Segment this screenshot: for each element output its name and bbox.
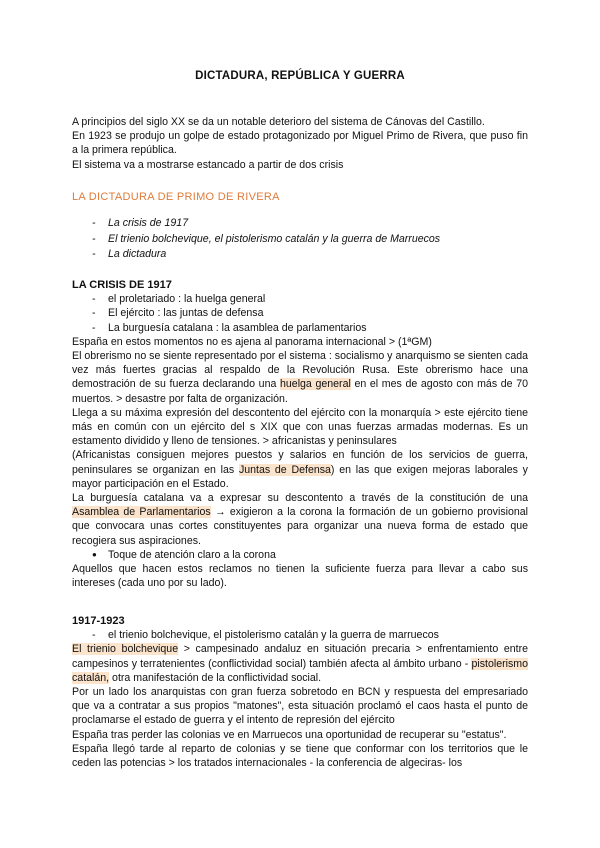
list-item: - El trienio bolchevique, el pistolerismo catalán y la guerra de Marruecos (72, 232, 528, 248)
section-dictadura (72, 190, 528, 263)
period-paragraph-3: España tras perder las colonias ve en Marruecos una oportunidad de recuperar su "estatus". (72, 728, 507, 741)
list-item: - La crisis de 1917 (72, 216, 528, 232)
crisis-paragraph-2: El obrerismo no se siente representado por el sistema : socialismo y anarquismo se sienten cada vez más fuertes gracias al respaldo de la Revolución Rusa. Este obrerismo hace una demostración de su fuerza declarando una huelga general en el mes de agosto con más de 70 muertos. > desastre por falta de organización. (72, 350, 528, 405)
highlight-asamblea: Asamblea de Parlamentarios (72, 506, 211, 519)
section-1917-1923 (72, 614, 528, 770)
period-paragraph-4: España llegó tarde al reparto de colonias y se tiene que conformar con los territorios que le ceden las potencias > los tratados internacionales - la conferencia de algeciras- los (72, 742, 528, 770)
crisis-paragraph-5: La burguesía catalana va a expresar su descontento a través de la constitución de una Asamblea de Parlamentarios → exigieron a la corona la formación de un gobierno provisional que convocara unas cortes constituyentes para organizar una nueva forma de estado que recogiera sus aspiraciones. (72, 492, 528, 547)
period-paragraph-2: Por un lado los anarquistas con gran fuerza sobretodo en BCN y respuesta del empresariado que va a contratar a sus propios "matones", esta situación proclamó el caos hasta el punto de proclamarse el estado de guerra y el intento de represión del ejército (72, 686, 528, 727)
intro-line-3: El sistema va a mostrarse estancado a partir de dos crisis (72, 158, 344, 171)
crisis-heading: LA CRISIS DE 1917 (72, 279, 172, 291)
period-list (72, 628, 528, 642)
highlight-trienio: El trienio bolchevique (72, 643, 179, 656)
intro-line-1: A principios del siglo XX se da un notable deterioro del sistema de Cánovas del Castillo. (72, 116, 485, 128)
list-item: ● Toque de atención claro a la corona (72, 548, 528, 562)
section-list (72, 216, 528, 263)
list-item: - el trienio bolchevique, el pistolerismo catalán y la guerra de marruecos (72, 628, 528, 642)
list-item: - La burguesía catalana : la asamblea de parlamentarios (72, 321, 528, 335)
section-crisis-1917 (72, 278, 528, 590)
list-item: - el proletariado : la huelga general (72, 292, 528, 306)
highlight-huelga-general: huelga general (280, 378, 351, 391)
document-title: DICTADURA, REPÚBLICA Y GUERRA (195, 70, 405, 82)
crisis-list (72, 292, 528, 335)
list-item: - El ejército : las juntas de defensa (72, 306, 528, 320)
crisis-paragraph-4: (Africanistas consiguen mejores puestos y salarios en función de los servicios de guerra, peninsulares se organizan en las Juntas de Defensa) en las que exigen mejoras laborales y mayor participación en el Estado. (72, 449, 528, 490)
crisis-paragraph-6: Aquellos que hacen estos reclamos no tienen la suficiente fuerza para llevar a cabo sus intereses (cada uno por su lado). (72, 563, 528, 590)
section-heading: LA DICTADURA DE PRIMO DE RIVERA (72, 191, 280, 203)
crisis-bullet-list (72, 548, 528, 562)
highlight-juntas-defensa: Juntas de Defensa (238, 463, 331, 476)
crisis-paragraph-3: Llega a su máxima expresión del descontento del ejército con la monarquía > este ejército tiene más en común con un ejército del s XIX que con unas fuerzas armadas modernas. Es un estamento dividido y lleno de tensiones. > africanistas y peninsulares (72, 406, 528, 448)
intro-block (72, 115, 528, 172)
period-heading: 1917-1923 (72, 615, 125, 627)
list-item: - La dictadura (72, 247, 528, 263)
period-paragraph-1: El trienio bolchevique > campesinado andaluz en situación precaria > enfrentamiento entre campesinos y terratenientes (conflictividad social) también afecta al ámbito urbano - pistolerismo catalán, otra manifestación de la conflictividad social. (72, 643, 529, 684)
intro-line-2: En 1923 se produjo un golpe de estado protagonizado por Miguel Primo de Rivera, que puso fin a la primera república. (72, 130, 528, 157)
crisis-paragraph-1: España en estos momentos no es ajena al panorama internacional > (1ªGM) (72, 335, 432, 348)
highlight-pistolerismo: pistolerismo catalán, (72, 657, 528, 684)
